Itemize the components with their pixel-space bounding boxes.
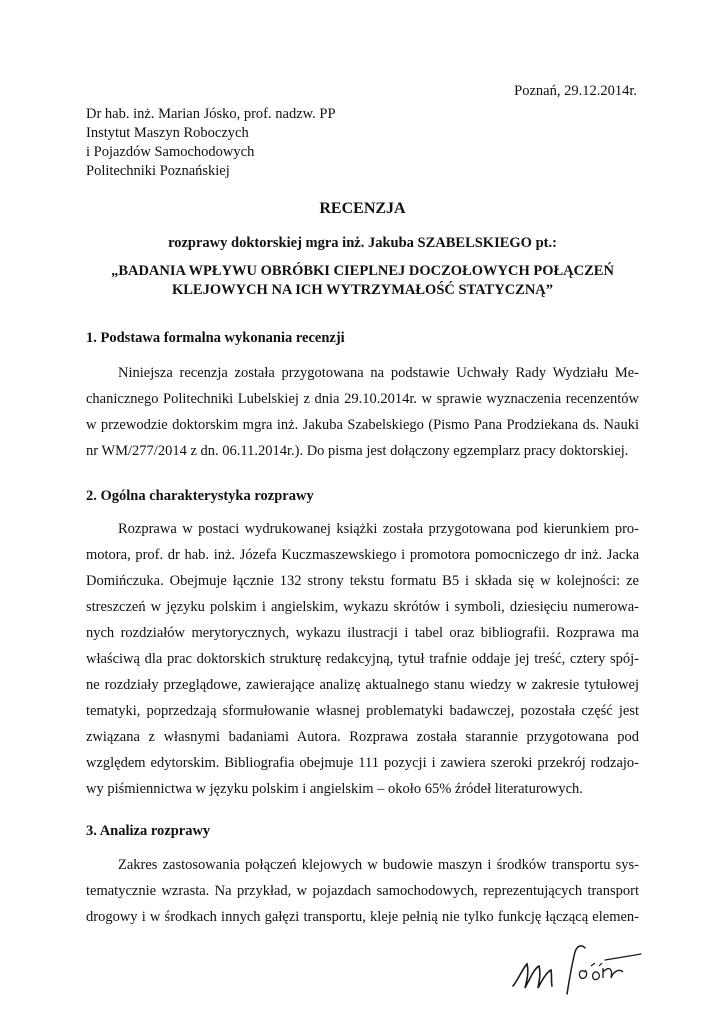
section-3-paragraph bbox=[86, 852, 639, 930]
text-line: tematyki, poprzedzają sformułowanie własnej problematyki badawczej, pozostała część jest bbox=[86, 703, 639, 719]
text-line: właściwą dla prac doktorskich strukturę redakcyjną, tytuł trafnie oddaje jej treść, cztery spój- bbox=[86, 651, 639, 667]
reviewer-block bbox=[86, 105, 336, 181]
text-line: względem edytorskim. Bibliografia obejmuje 111 pozycji i zawiera szeroki przekrój rodzajo- bbox=[86, 755, 639, 771]
text-line: Rozprawa w postaci wydrukowanej książki została przygotowana pod kierunkiem pro- bbox=[118, 521, 639, 537]
text-line: w przewodzie doktorskim mgra inż. Jakuba Szabelskiego (Pismo Pana Prodziekana ds. Nauki bbox=[86, 417, 639, 433]
section-2-paragraph bbox=[86, 516, 639, 802]
reviewer-institute-cont: i Pojazdów Samochodowych bbox=[86, 144, 255, 160]
text-line: Niniejsza recenzja została przygotowana na podstawie Uchwały Rady Wydziału Me- bbox=[118, 365, 639, 381]
section-3-heading: 3. Analiza rozprawy bbox=[86, 823, 211, 839]
thesis-title bbox=[0, 262, 725, 300]
handwritten-signature bbox=[505, 938, 645, 998]
text-line: nr WM/277/2014 z dn. 06.11.2014r.). Do pisma jest dołączony egzemplarz pracy doktorskiej. bbox=[86, 443, 629, 459]
section-1-heading: 1. Podstawa formalna wykonania recenzji bbox=[86, 330, 345, 346]
text-line: ne rozdziały przeglądowe, zawierające analizę aktualnego stanu wiedzy w zakresie tytułowej bbox=[86, 677, 639, 693]
section-2-heading: 2. Ogólna charakterystyka rozprawy bbox=[86, 488, 314, 504]
section-1-paragraph bbox=[86, 360, 639, 464]
text-line: streszczeń w języku polskim i angielskim, wykazu skrótów i symboli, dziesięciu numerowa- bbox=[86, 599, 639, 615]
text-line: związana z własnymi badaniami Autora. Rozprawa została starannie przygotowana pod bbox=[86, 729, 639, 745]
reviewer-university: Politechniki Poznańskiej bbox=[86, 163, 230, 179]
thesis-title-line: „BADANIA WPŁYWU OBRÓBKI CIEPLNEJ DOCZOŁOWYCH POŁĄCZEŃ bbox=[111, 263, 614, 279]
reviewer-name: Dr hab. inż. Marian Jósko, prof. nadzw. PP bbox=[86, 106, 336, 122]
text-line: drogowy i w środkach innych gałęzi transportu, kleje pełnią nie tylko funkcję łączącą elemen- bbox=[86, 909, 639, 925]
text-line: motora, prof. dr hab. inż. Józefa Kuczmaszewskiego i promotora pomocniczego dr inż. Jacka bbox=[86, 547, 639, 563]
document-subtitle: rozprawy doktorskiej mgra inż. Jakuba SZABELSKIEGO pt.: bbox=[168, 235, 557, 251]
text-line: tematycznie wzrasta. Na przykład, w pojazdach samochodowych, reprezentujących transport bbox=[86, 883, 639, 899]
text-line: Zakres zastosowania połączeń klejowych w budowie maszyn i środków transportu sys- bbox=[118, 857, 639, 873]
text-line: Domińczuka. Obejmuje łącznie 132 strony tekstu formatu B5 i składa się w kolejności: ze bbox=[86, 573, 639, 589]
document-title: RECENZJA bbox=[319, 200, 406, 217]
text-line: chanicznego Politechniki Lubelskiej z dnia 29.10.2014r. w sprawie wyznaczenia recenzentów bbox=[86, 391, 639, 407]
text-line: wy piśmiennictwa w języku polskim i angielskim – około 65% źródeł literaturowych. bbox=[86, 781, 583, 797]
text-line: nych rozdziałów merytorycznych, wykazu ilustracji i tabel oraz bibliografii. Rozprawa ma bbox=[86, 625, 639, 641]
document-date: Poznań, 29.12.2014r. bbox=[514, 83, 637, 99]
thesis-title-line: KLEJOWYCH NA ICH WYTRZYMAŁOŚĆ STATYCZNĄ” bbox=[171, 282, 554, 298]
reviewer-institute: Instytut Maszyn Roboczych bbox=[86, 125, 249, 141]
